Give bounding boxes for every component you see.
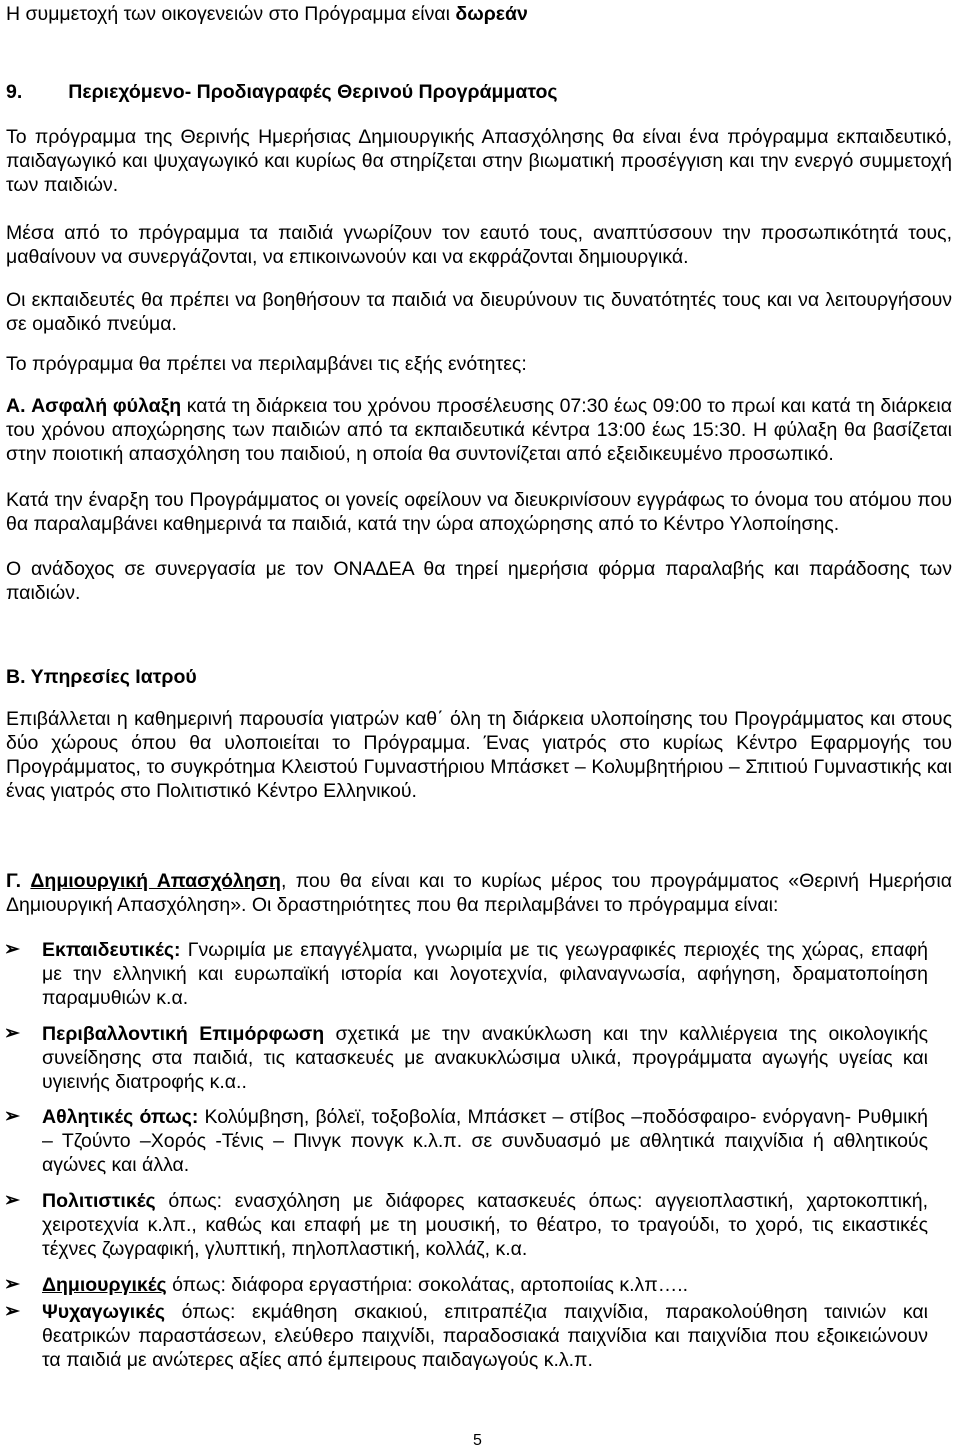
- activity-label: Ψυχαγωγικές: [42, 1301, 166, 1323]
- activity-text: Κολύμβηση, βόλεϊ, τοξοβολία, Μπάσκετ – στίβος –ποδόσφαιρο- ενόργανη- Ρυθμική – Τζούντο –Χορός -Τένις – Πινγκ πονγκ κ.λ.π. σε συνδυασμό με αθλητικά παιχνίδια ή αθλητικούς αγώνες και άλλα.: [42, 1106, 928, 1176]
- section-b-paragraph: Επιβάλλεται η καθημερινή παρουσία γιατρών καθ΄ όλη τη διάρκεια υλοποίησης του Προγράμματος και στους δύο χώρους όπου θα υλοποιείται το Πρόγραμμα. Ένας γιατρός στο κυρίως Κέντρο Εφαρμογής του Προγράμματος, το συγκρότημα Κλειστού Γυμναστήριου Μπάσκετ – Κολυμβητήριου – Σπιτιού Γυμναστικής και ένας γιατρός στο Πολιτιστικό Κέντρο Ελληνικού.: [6, 708, 952, 802]
- activity-label: Περιβαλλοντική Επιμόρφωση: [42, 1023, 325, 1045]
- section-g-title: Δημιουργική Απασχόληση: [30, 870, 281, 892]
- activity-item: [42, 1022, 928, 1094]
- activity-text: όπως: διάφορα εργαστήρια: σοκολάτας, αρτοποιίας κ.λπ…..: [166, 1274, 689, 1296]
- section-9-paragraph-4: Το πρόγραμμα θα πρέπει να περιλαμβάνει τις εξής ενότητες:: [6, 353, 527, 375]
- section-9-paragraph-3: Οι εκπαιδευτές θα πρέπει να βοηθήσουν τα παιδιά να διευρύνουν τις δυνατότητές τους και να λειτουργήσουν σε ομαδικό πνεύμα.: [6, 289, 952, 335]
- arrow-bullet-icon: ➢: [4, 1106, 20, 1127]
- section-a-paragraph-2: Κατά την έναρξη του Προγράμματος οι γονείς οφείλουν να διευκρινίσουν εγγράφως το όνομα του ατόμου που θα παραλαμβάνει καθημερινά τα παιδιά, κατά την ώρα αποχώρησης από το Κέντρο Υλοποίησης.: [6, 489, 952, 535]
- activity-text: όπως: εκμάθηση σκακιού, επιτραπέζια παιχνίδια, παρακολούθηση ταινιών και θεατρικών παραστάσεων, ελεύθερο παιχνίδι, παραδοσιακά παιχνίδια και παιχνίδια που εξοικειώνουν τα παιδιά με ανώτερες αξίες από έμπειρους παιδαγωγούς κ.λ.π.: [42, 1301, 928, 1371]
- activity-item: [42, 1189, 928, 1261]
- section-g-letter: Γ.: [6, 870, 21, 892]
- section-9-title: Περιεχόμενο- Προδιαγραφές Θερινού Προγράμματος: [68, 81, 558, 103]
- intro-line: [6, 2, 952, 26]
- activity-label: Εκπαιδευτικές:: [42, 939, 181, 961]
- section-a-letter: Α.: [6, 395, 26, 417]
- activity-label: Αθλητικές όπως:: [42, 1106, 199, 1128]
- section-9-heading: [6, 80, 952, 104]
- activity-item: [42, 938, 928, 1010]
- activity-item: [42, 1300, 928, 1372]
- section-a-title: Ασφαλή φύλαξη: [31, 395, 182, 417]
- section-a-paragraph: [6, 394, 952, 466]
- arrow-bullet-icon: ➢: [4, 1023, 20, 1044]
- section-a-paragraph-3: Ο ανάδοχος σε συνεργασία με τον ΟΝΑΔΕΑ θα τηρεί ημερήσια φόρμα παραλαβής και παράδοσης των παιδιών.: [6, 558, 952, 604]
- intro-text: Η συμμετοχή των οικογενειών στο Πρόγραμμα είναι: [6, 3, 456, 25]
- activity-text: Γνωριμία με επαγγέλματα, γνωριμία με τις γεωγραφικές περιοχές της χώρας, επαφή με την ελληνική και ευρωπαϊκή ιστορία και λογοτεχνία, φιλαναγνωσία, αφήγηση, δραματοποίηση παραμυθιών κ.α.: [42, 939, 928, 1009]
- activity-item: [42, 1105, 928, 1177]
- section-b-title: Β. Υπηρεσίες Ιατρού: [6, 666, 197, 688]
- arrow-bullet-icon: ➢: [4, 1190, 20, 1211]
- activity-item: [42, 1273, 928, 1297]
- section-g-paragraph: [6, 869, 952, 917]
- arrow-bullet-icon: ➢: [4, 939, 20, 960]
- section-9-paragraph-1: Το πρόγραμμα της Θερινής Ημερήσιας Δημιουργικής Απασχόλησης θα είναι ένα πρόγραμμα εκπαιδευτικό, παιδαγωγικό και ψυχαγωγικό και κυρίως θα στηρίζεται στην βιωματική προσέγγιση και την ενεργό συμμετοχή των παιδιών.: [6, 126, 952, 196]
- activity-label: Πολιτιστικές: [42, 1190, 156, 1212]
- section-9-number: 9.: [6, 81, 23, 103]
- arrow-bullet-icon: ➢: [4, 1274, 20, 1295]
- activity-label: Δημιουργικές: [42, 1274, 167, 1296]
- arrow-bullet-icon: ➢: [4, 1301, 20, 1322]
- page-number: 5: [473, 1432, 482, 1449]
- section-a-text: κατά τη διάρκεια του χρόνου προσέλευσης 07:30 έως 09:00 το πρωί και κατά τη διάρκεια του χρόνου αποχώρησης των παιδιών από τα εκπαιδευτικά κέντρα 13:00 έως 15:30. Η φύλαξη θα βασίζεται στην ποιοτική απασχόληση του παιδιού, η οποία θα συντονίζεται από εξειδικευμένο προσωπικό.: [6, 395, 953, 465]
- activity-text: σχετικά με την ανακύκλωση και την καλλιέργεια της οικολογικής συνείδησης στα παιδιά, τις κατασκευές με ανακυκλώσιμα υλικά, προγράμματα αγωγής υγείας και υγιεινής διατροφής κ.α..: [42, 1023, 928, 1093]
- activity-text: όπως: ενασχόληση με διάφορες κατασκευές όπως: αγγειοπλαστική, χαρτοκοπτική, χειροτεχνία κ.λπ., καθώς και επαφή με τη μουσική, το θέατρο, το τραγούδι, το χορό, τις εικαστικές τέχνες ζωγραφική, γλυπτική, πηλοπλαστική, κολλάζ, κ.α.: [42, 1190, 928, 1260]
- intro-bold: δωρεάν: [455, 3, 528, 25]
- section-9-paragraph-2: Μέσα από το πρόγραμμα τα παιδιά γνωρίζουν τον εαυτό τους, αναπτύσσουν την προσωπικότητά τους, μαθαίνουν να συνεργάζονται, να επικοινωνούν και να εκφράζονται δημιουργικά.: [6, 222, 952, 268]
- section-g-text: , που θα είναι και το κυρίως μέρος του προγράμματος «Θερινή Ημερήσια Δημιουργική Απασχόληση». Οι δραστηριότητες που θα περιλαμβάνει το πρόγραμμα είναι:: [6, 870, 952, 916]
